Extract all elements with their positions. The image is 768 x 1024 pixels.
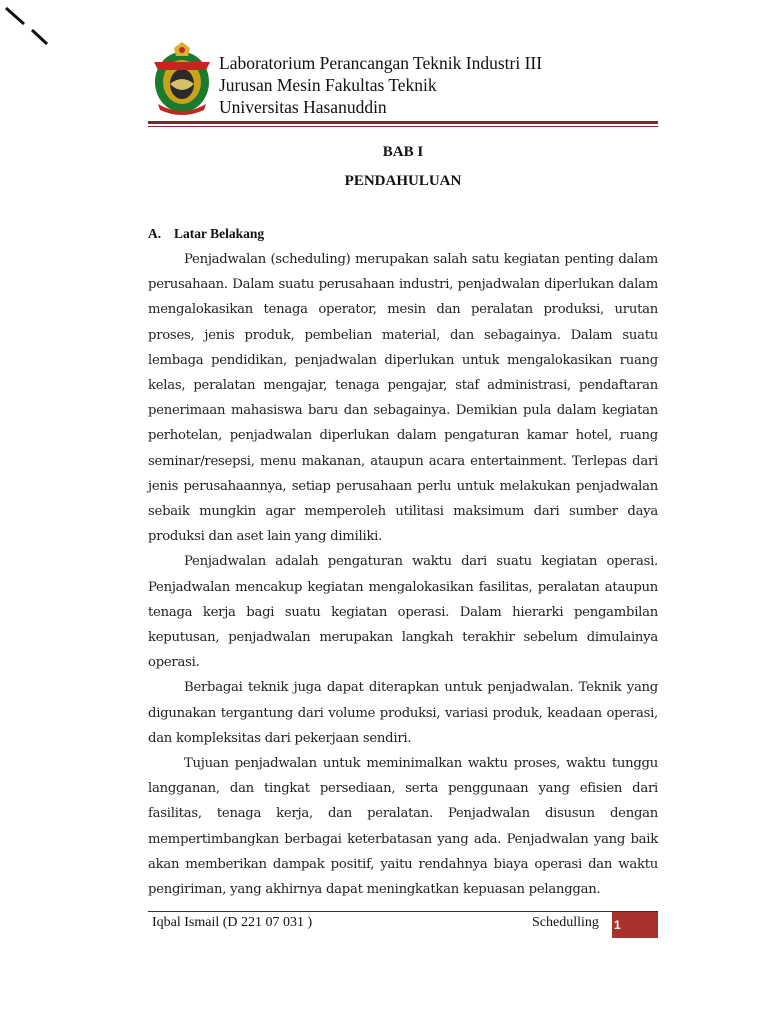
chapter-number: BAB I <box>382 144 424 160</box>
section-title: Latar Belakang <box>174 226 265 241</box>
university-crest-icon <box>148 40 216 116</box>
footer-author: Iqbal Ismail (D 221 07 031 ) <box>152 915 313 930</box>
body-text <box>148 247 658 902</box>
paragraph: Berbagai teknik juga dapat diterapkan untuk penjadwalan. Teknik yang digunakan tergantung dari volume produksi, variasi produk, keadaan operasi, dan kompleksitas dari pekerjaan sendiri. <box>148 680 658 746</box>
footer-topic: Schedulling <box>532 915 599 930</box>
page-number: 1 <box>614 918 621 932</box>
page-number-badge <box>612 912 658 938</box>
paragraph: Penjadwalan adalah pengaturan waktu dari suatu kegiatan operasi. Penjadwalan mencakup kegiatan mengalokasikan fasilitas, peralatan ataupun tenaga kerja bagi suatu kegiatan operasi. Dalam hierarki pengambilan keputusan, penjadwalan merupakan langkah terakhir sebelum dimulainya operasi. <box>148 554 658 671</box>
header-department: Jurusan Mesin Fakultas Teknik <box>219 75 437 95</box>
header-rule-thick <box>148 121 658 124</box>
chapter-title: PENDAHULUAN <box>344 173 462 189</box>
section-letter: A. <box>148 226 162 241</box>
paragraph: Penjadwalan (scheduling) merupakan salah satu kegiatan penting dalam perusahaan. Dalam suatu perusahaan industri, penjadwalan diperlukan dalam mengalokasikan tenaga operator, mesin dan peralatan produksi, urutan proses, jenis produk, pembelian material, dan sebagainya. Dalam suatu lembaga pendidikan, penjadwalan diperlukan untuk mengalokasikan ruang kelas, peralatan mengajar, tenaga pengajar, staf administrasi, pendaftaran penerimaan mahasiswa baru dan sebagainya. Demikian pula dalam kegiatan perhotelan, penjadwalan diperlukan dalam pengaturan kamar hotel, ruang seminar/resepsi, menu makanan, ataupun acara entertainment. Terlepas dari jenis perusahaannya, setiap perusahaan perlu untuk melakukan penjadwalan sebaik mungkin agar memperoleh utilitasi maksimum dari sumber daya produksi dan aset lain yang dimiliki. <box>148 252 658 545</box>
header-rule-thin <box>148 126 658 127</box>
corner-crop-marks <box>0 0 60 60</box>
paragraph: Tujuan penjadwalan untuk meminimalkan waktu proses, waktu tunggu langganan, dan tingkat persediaan, serta penggunaan yang efisien dari fasilitas, tenaga kerja, dan peralatan. Penjadwalan disusun dengan mempertimbangkan berbagai keterbatasan yang ada. Penjadwalan yang baik akan memberikan dampak positif, yaitu rendahnya biaya operasi dan waktu pengiriman, yang akhirnya dapat meningkatkan kepuasan pelanggan. <box>148 756 658 898</box>
footer-rule <box>148 911 658 912</box>
header-university: Universitas Hasanuddin <box>219 97 387 117</box>
section-heading <box>148 226 264 242</box>
header-lab-name: Laboratorium Perancangan Teknik Industri III <box>219 53 543 73</box>
document-header <box>148 40 658 132</box>
